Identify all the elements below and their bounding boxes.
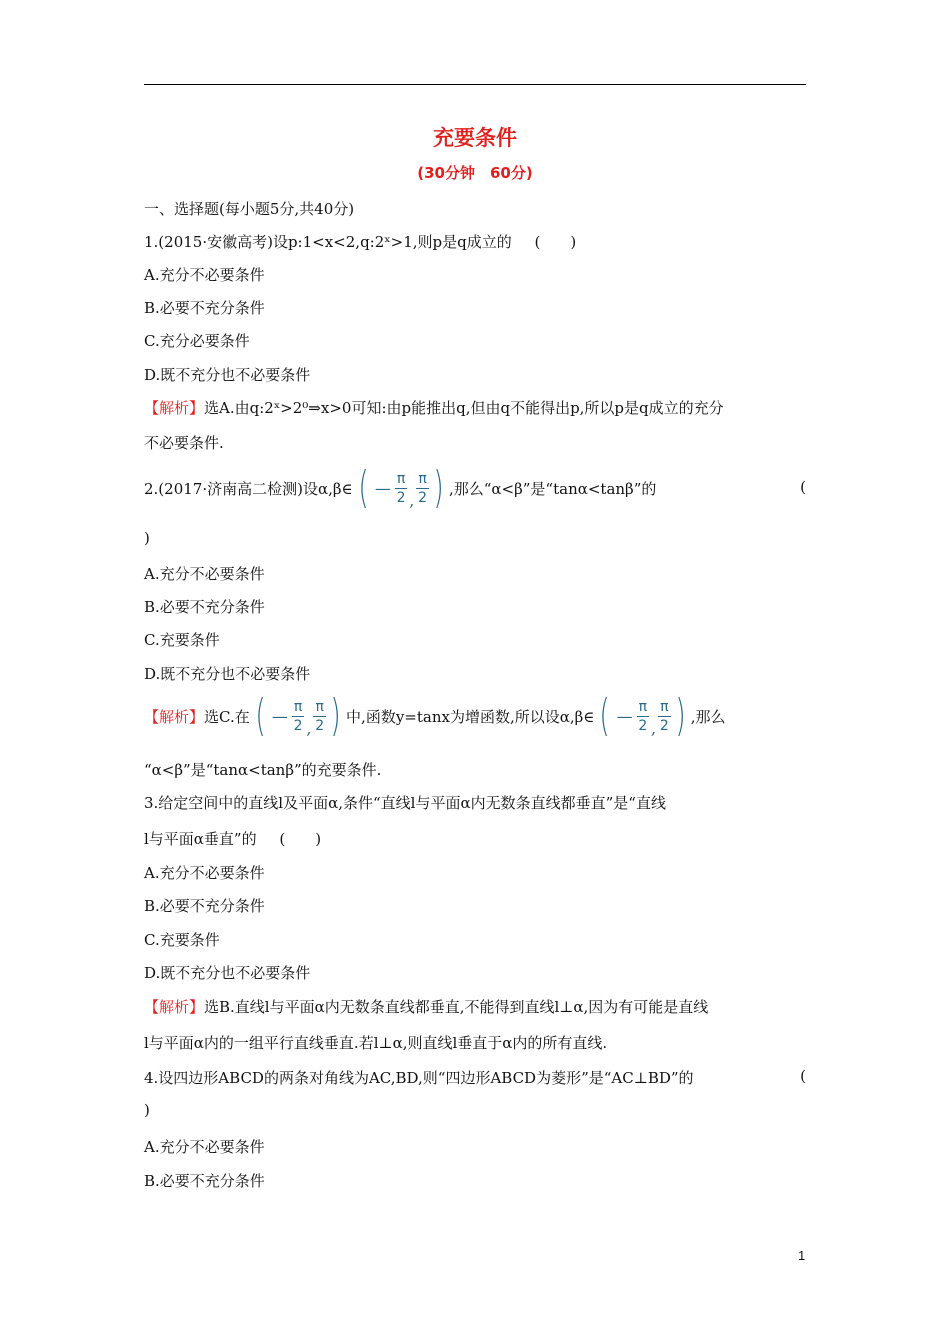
page-subtitle: (30分钟 60分) — [417, 164, 533, 182]
q3-option-a: A.充分不必要条件 — [144, 864, 265, 882]
q2-answer-interval-1: ( — $\frac{\pi}{2}$ , $\frac{\pi}{2}$ ) — [255, 690, 341, 741]
section-heading: 一、选择题(每小题5分,共40分) — [144, 200, 355, 218]
q4-blank-close: ) — [144, 1101, 150, 1119]
page-title: 充要条件 — [433, 126, 517, 150]
q2-answer-line1: 【解析】 选C.在 ( — $\frac{\pi}{2}$ , $\frac{\pi}{2}$ ) 中,函数y=tanx为增函数,所以设α,β∈ ( — $\frac{\pi}{2}$ , $\frac{\pi}{2}$ ) ,那么 — [144, 690, 726, 741]
q3-option-b: B.必要不充分条件 — [144, 897, 265, 915]
header-rule — [144, 84, 806, 85]
q4-blank-open: ( — [800, 1067, 806, 1085]
q3-stem-line2: l与平面α垂直”的 ( ) — [144, 830, 322, 848]
fraction: $\frac{\pi}{2}$ — [396, 470, 406, 506]
q1-option-c: C.充分必要条件 — [144, 332, 250, 350]
q3-answer-line1: 【解析】选B.直线l与平面α内无数条直线都垂直,不能得到直线l⊥α,因为有可能是直线 — [144, 998, 709, 1016]
q3-answer-line2: l与平面α内的一组平行直线垂直.若l⊥α,则直线l垂直于α内的所有直线. — [144, 1034, 608, 1052]
q2-answer-line2: “α<β”是“tanα<tanβ”的充要条件. — [144, 761, 382, 779]
q2-option-c: C.充要条件 — [144, 631, 220, 649]
q2-blank-open: ( — [800, 478, 806, 496]
q2-answer-tag: 【解析】 — [144, 707, 205, 726]
fraction: $\frac{\pi}{2}$ — [418, 470, 428, 506]
q1-stem: 1.(2015·安徽高考)设p:1<x<2,q:2ˣ>1,则p是q成立的 ( ) — [144, 233, 577, 251]
q2-interval: ( — $\frac{\pi}{2}$ , $\frac{\pi}{2}$ ) — [358, 462, 444, 513]
q1-blank: ( ) — [534, 233, 577, 251]
fraction: $\frac{\pi}{2}$ — [659, 698, 669, 734]
fraction: $\frac{\pi}{2}$ — [638, 698, 648, 734]
fraction: $\frac{\pi}{2}$ — [315, 698, 325, 734]
q3-option-d: D.既不充分也不必要条件 — [144, 964, 311, 982]
q1-option-a: A.充分不必要条件 — [144, 266, 265, 284]
q1-answer-line1: 【解析】选A.由q:2ˣ>2⁰⇒x>0可知:由p能推出q,但由q不能得出p,所以p是q成立的充分 — [144, 399, 724, 417]
q4-stem: 4.设四边形ABCD的两条对角线为AC,BD,则“四边形ABCD为菱形”是“AC⊥BD”的 — [144, 1069, 694, 1087]
q4-option-a: A.充分不必要条件 — [144, 1138, 265, 1156]
q2-answer-interval-2: ( — $\frac{\pi}{2}$ , $\frac{\pi}{2}$ ) — [599, 690, 686, 741]
fraction: $\frac{\pi}{2}$ — [293, 698, 303, 734]
q3-blank: ( ) — [279, 830, 322, 848]
q2-option-a: A.充分不必要条件 — [144, 565, 265, 583]
page-number: 1 — [798, 1248, 806, 1263]
q3-stem-line1: 3.给定空间中的直线l及平面α,条件“直线l与平面α内无数条直线都垂直”是“直线 — [144, 794, 666, 812]
q4-option-b: B.必要不充分条件 — [144, 1172, 265, 1190]
q1-answer-tag: 【解析】 — [144, 399, 205, 417]
q2-stem: 2.(2017·济南高二检测)设α,β∈ ( — $\frac{\pi}{2}$ , $\frac{\pi}{2}$ ) ,那么“α<β”是“tanα<tanβ”的 — [144, 462, 657, 513]
q3-option-c: C.充要条件 — [144, 931, 220, 949]
q2-option-d: D.既不充分也不必要条件 — [144, 665, 311, 683]
q1-option-d: D.既不充分也不必要条件 — [144, 366, 311, 384]
q1-answer-line2: 不必要条件. — [144, 434, 224, 452]
q3-answer-tag: 【解析】 — [144, 998, 205, 1016]
q2-blank-close: ) — [144, 529, 150, 547]
q1-option-b: B.必要不充分条件 — [144, 299, 265, 317]
q2-option-b: B.必要不充分条件 — [144, 598, 265, 616]
